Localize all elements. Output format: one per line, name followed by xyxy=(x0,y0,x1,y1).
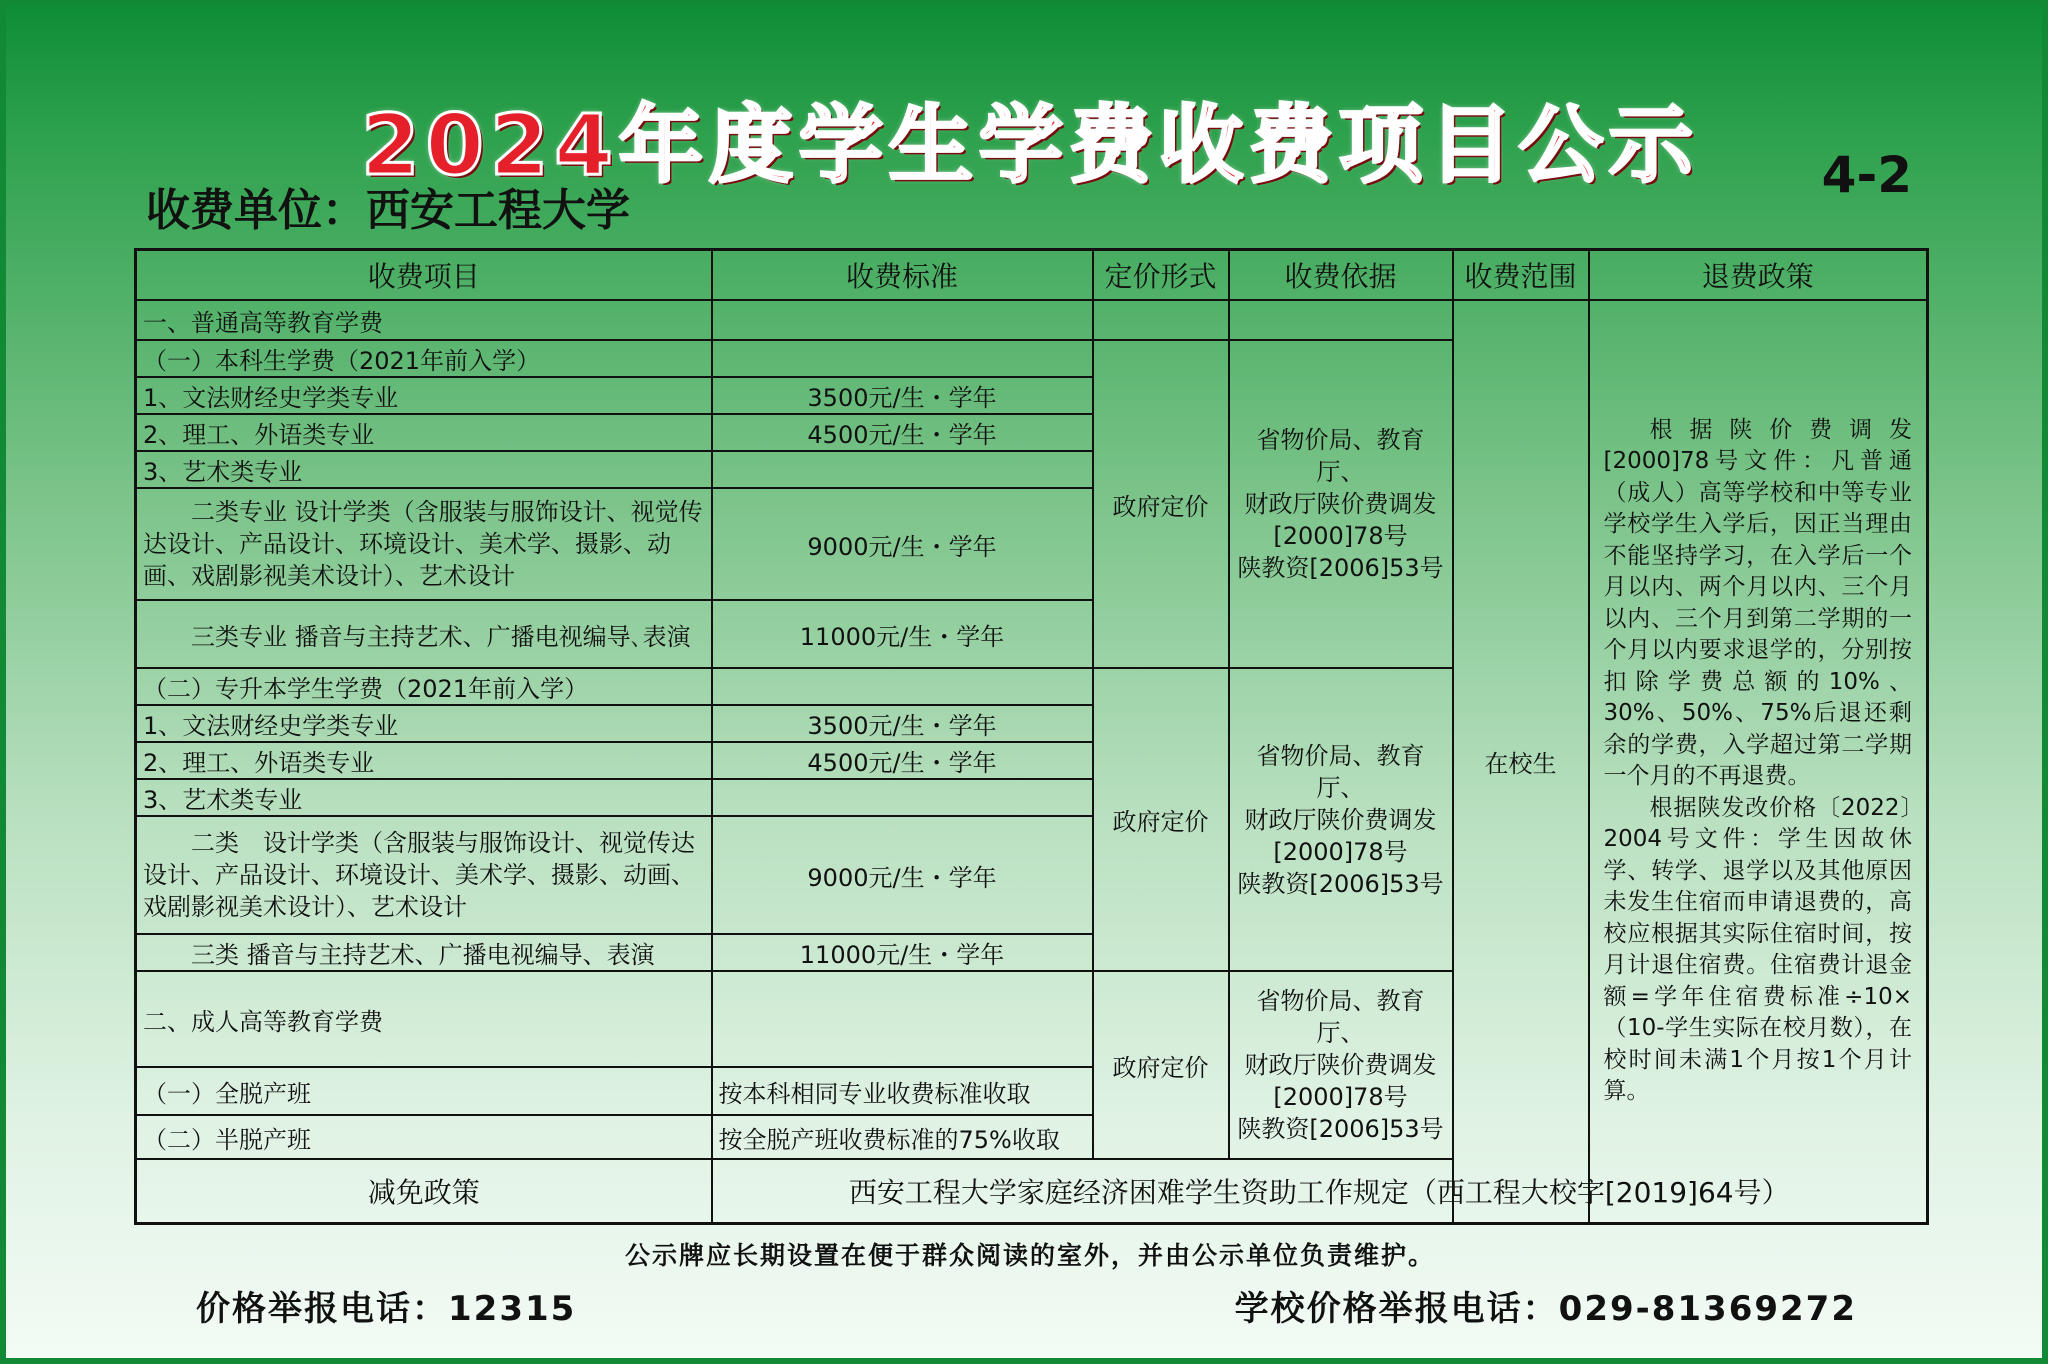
header-basis: 收费依据 xyxy=(1229,250,1453,301)
row-adult-full: （一）全脱产班 xyxy=(136,1067,712,1115)
fee-adult-half: 按全脱产班收费标准的75%收取 xyxy=(712,1115,1093,1159)
basis-line: 财政厅陕价费调发 xyxy=(1244,805,1437,834)
footer-note: 公示牌应长期设置在便于群众阅读的室外，并由公示单位负责维护。 xyxy=(624,1241,1435,1270)
relief-row xyxy=(136,1159,1928,1223)
header-scope: 收费范围 xyxy=(1453,250,1589,301)
basis-line: 陕教资[2006]53号 xyxy=(1237,1115,1444,1143)
basis-line: 财政厅陕价费调发 xyxy=(1244,490,1437,518)
basis-line: 财政厅陕价费调发 xyxy=(1244,1051,1437,1079)
basis-line: [2000]78号 xyxy=(1273,837,1408,866)
fee-up-science: 4500元/生・学年 xyxy=(712,742,1093,779)
row-up-art: 3、艺术类专业 xyxy=(136,779,712,816)
basis-line: [2000]78号 xyxy=(1273,1083,1408,1111)
fee-ug-liberal: 3500元/生・学年 xyxy=(712,377,1093,414)
row-up-art-class2: 二类 设计学类（含服装与服饰设计、视觉传达设计、产品设计、环境设计、美术学、摄影、动画、戏剧影视美术设计）、艺术设计 xyxy=(136,816,712,934)
price-hotline: 价格举报电话：12315 xyxy=(196,1289,577,1329)
basis-line: 陕教资[2006]53号 xyxy=(1237,869,1444,898)
fee-up-liberal: 3500元/生・学年 xyxy=(712,705,1093,742)
row-adult-half: （二）半脱产班 xyxy=(136,1115,712,1159)
row-ug-art: 3、艺术类专业 xyxy=(136,451,712,488)
charging-unit: 收费单位：西安工程大学 xyxy=(146,185,630,236)
empty-cell xyxy=(712,340,1093,377)
header-item: 收费项目 xyxy=(136,250,712,301)
row-up-liberal: 1、文法财经史学类专业 xyxy=(136,705,712,742)
relief-text: 西安工程大学家庭经济困难学生资助工作规定（西工程大校字[2019]64号） xyxy=(712,1159,1928,1223)
basis-line: 省物价局、教育厅、 xyxy=(1256,741,1425,802)
row-upgrade: （二）专升本学生学费（2021年前入学） xyxy=(136,668,712,705)
pricing-form-cell: 政府定价 xyxy=(1093,971,1229,1159)
fee-ug-art-class3: 11000元/生・学年 xyxy=(712,600,1093,668)
empty-cell xyxy=(712,451,1093,488)
basis-cell xyxy=(1229,668,1453,971)
row-general: 一、普通高等教育学费 xyxy=(136,300,712,340)
pricing-form-cell: 政府定价 xyxy=(1093,668,1229,971)
page-title: 2024年度学生学费收费项目公示 xyxy=(361,96,1699,194)
refund-policy-paragraph-2: 根据陕发改价格〔2022〕2004号文件：学生因故休学、转学、退学以及其他原因未发生住宿而申请退费的，高校应根据其实际住宿时间，按月计退住宿费。住宿费计退金额=学年住宿费标准÷10×（10-学生实际在校月数），在校时间未满1个月按1个月计算。 xyxy=(1603,794,1912,1105)
fee-up-art-class3: 11000元/生・学年 xyxy=(712,934,1093,971)
row-up-art-class3: 三类 播音与主持艺术、广播电视编导、表演 xyxy=(136,934,712,971)
fee-up-art-class2: 9000元/生・学年 xyxy=(712,816,1093,934)
header-refund: 退费政策 xyxy=(1589,250,1928,301)
row-ug-art-class3: 三类专业 播音与主持艺术、广播电视编导､表演 xyxy=(136,600,712,668)
empty-cell xyxy=(712,779,1093,816)
fee-table xyxy=(134,248,1929,1225)
row-up-science: 2、理工、外语类专业 xyxy=(136,742,712,779)
basis-line: 陕教资[2006]53号 xyxy=(1237,554,1444,582)
refund-policy-cell xyxy=(1589,300,1928,1223)
fee-adult-full: 按本科相同专业收费标准收取 xyxy=(712,1067,1093,1115)
empty-cell xyxy=(1229,300,1453,340)
table-header-row xyxy=(136,250,1928,301)
fee-ug-science: 4500元/生・学年 xyxy=(712,414,1093,451)
table-row xyxy=(136,300,1928,340)
row-adult: 二、成人高等教育学费 xyxy=(136,971,712,1067)
row-ug-science: 2、理工、外语类专业 xyxy=(136,414,712,451)
board-number: 4-2 xyxy=(1821,146,1912,204)
empty-cell xyxy=(712,971,1093,1067)
row-ug-art-class2: 二类专业 设计学类（含服装与服饰设计、视觉传达设计、产品设计、环境设计、美术学、摄影、动画、戏剧影视美术设计）、艺术设计 xyxy=(136,488,712,600)
basis-cell xyxy=(1229,971,1453,1159)
basis-cell xyxy=(1229,340,1453,668)
scope-cell: 在校生 xyxy=(1453,300,1589,1223)
school-hotline: 学校价格举报电话：029-81369272 xyxy=(1234,1289,1857,1329)
header-pricing: 定价形式 xyxy=(1093,250,1229,301)
fee-ug-art-class2: 9000元/生・学年 xyxy=(712,488,1093,600)
header-standard: 收费标准 xyxy=(712,250,1093,301)
basis-line: 省物价局、教育厅、 xyxy=(1256,987,1425,1047)
basis-line: 省物价局、教育厅、 xyxy=(1256,426,1425,486)
relief-label: 减免政策 xyxy=(136,1159,712,1223)
row-undergrad: （一）本科生学费（2021年前入学） xyxy=(136,340,712,377)
pricing-form-cell: 政府定价 xyxy=(1093,340,1229,668)
empty-cell xyxy=(1093,300,1229,340)
empty-cell xyxy=(712,300,1093,340)
row-ug-liberal: 1、文法财经史学类专业 xyxy=(136,377,712,414)
empty-cell xyxy=(712,668,1093,705)
basis-line: [2000]78号 xyxy=(1273,522,1408,550)
refund-policy-paragraph-1: 根据陕价费调发[2000]78号文件：凡普通（成人）高等学校和中等专业学校学生入学后，因正当理由不能坚持学习，在入学后一个月以内、两个月以内、三个月以内、三个月到第二学期的一个月以内要求退学的，分别按扣除学费总额的10%、30%、50%、75%后退还剩余的学费，入学超过第二学期一个月的不再退费。 xyxy=(1603,416,1912,790)
